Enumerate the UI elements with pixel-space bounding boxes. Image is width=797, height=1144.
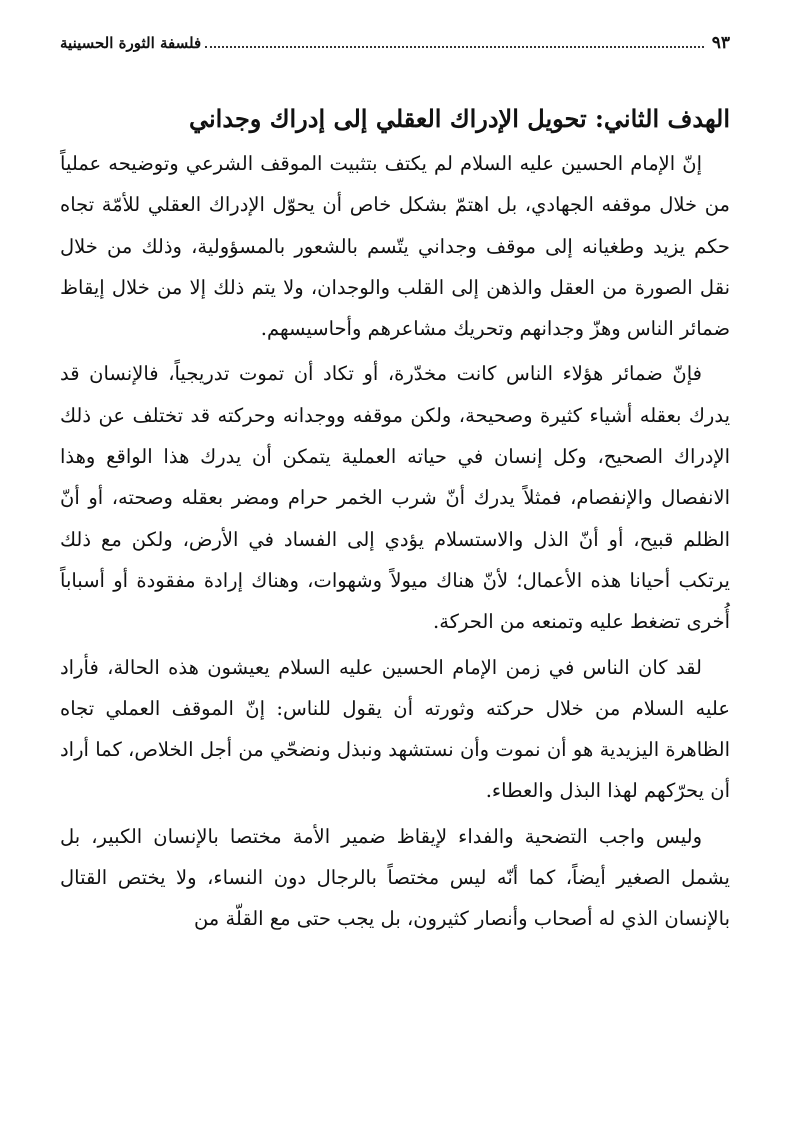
book-title: فلسفة الثورة الحسينية — [60, 34, 202, 52]
paragraph: لقد كان الناس في زمن الإمام الحسين عليه السلام يعيشون هذه الحالة، فأراد عليه السلام من خلال حركته وثورته أن يقول للناس: إنّ الموقف العملي تجاه الظاهرة اليزيدية هو أن نموت وأن نستشهد ونبذل ونضحّي من أجل الخلاص، كما أراد أن يحرّكهم لهذا البذل والعطاء. — [60, 655, 730, 803]
dotted-leader — [205, 46, 704, 48]
paragraph: وليس واجب التضحية والفداء لإيقاظ ضمير الأمة مختصا بالإنسان الكبير، بل يشمل الصغير أيضاً، كما أنّه ليس مختصاً بالرجال دون النساء، ولا يختص القتال بالإنسان الذي له أصحاب وأنصار كثيرون، بل يجب حتى مع القلّة من — [60, 824, 730, 931]
paragraph: فإنّ ضمائر هؤلاء الناس كانت مخدّرة، أو تكاد أن تموت تدريجياً، فالإنسان قد يدرك بعقله أشياء كثيرة وصحيحة، ولكن موقفه ووجدانه وحركته قد تختلف عن ذلك الإدراك الصحيح، وكل إنسان في حياته العملية يتمكن أن يدرك هذا الواقع وهذا الانفصال والإنفصام، فمثلاً يدرك أنّ شرب الخمر حرام ومضر بعقله وصحته، أو أنّ الظلم قبيح، أو أنّ الذل والاستسلام يؤدي إلى الفساد في الأرض، ولكن مع ذلك يرتكب أحيانا هذه الأعمال؛ لأنّ هناك ميولاً وشهوات، وهناك إرادة مفقودة أو أسباباً أُخرى تضغط عليه وتمنعه من الحركة. — [60, 362, 730, 634]
running-header — [60, 28, 730, 54]
paragraph: إنّ الإمام الحسين عليه السلام لم يكتف بتثبيت الموقف الشرعي وتوضيحه عملياً من خلال موقفه الجهادي، بل اهتمّ بشكل خاص أن يحوّل الإدراك العقلي للأمّة تجاه حكم يزيد وطغيانه إلى موقف وجداني يتّسم بالشعور بالمسؤولية، وذلك من خلال نقل الصورة من العقل والذهن إلى القلب والوجدان، ولا يتم ذلك إلا من خلال إيقاظ ضمائر الناس وهزّ وجدانهم وتحريك مشاعرهم وأحاسيسهم. — [60, 152, 730, 341]
page-number: ٩٣ — [711, 33, 730, 53]
document-page — [60, 28, 730, 940]
section-heading: الهدف الثاني: تحويل الإدراك العقلي إلى إدراك وجداني — [189, 104, 730, 133]
